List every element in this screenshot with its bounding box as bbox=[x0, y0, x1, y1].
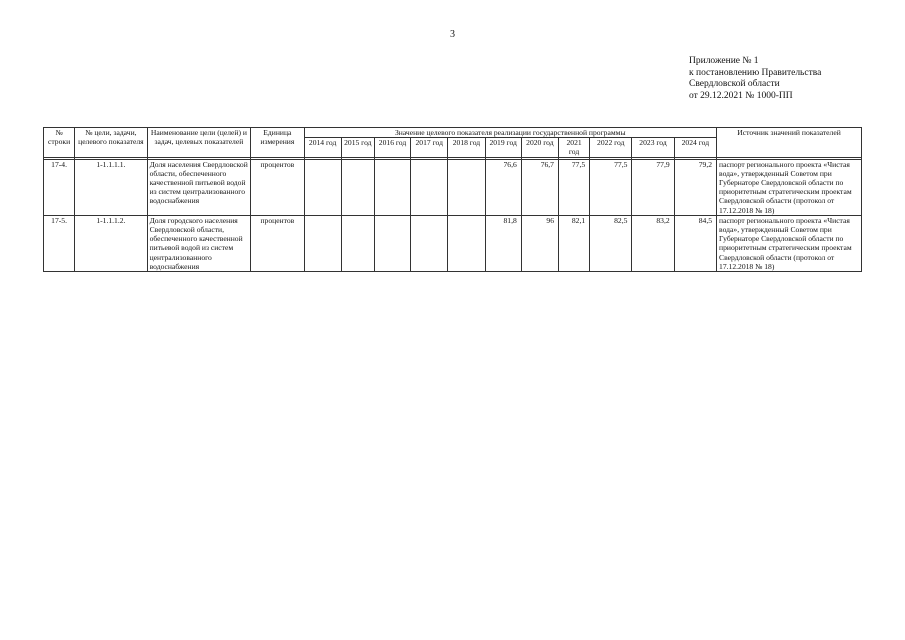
cell-value: 77,9 bbox=[632, 159, 674, 215]
appendix-line-2: к постановлению Правительства bbox=[689, 67, 822, 78]
appendix-line-3: Свердловской области bbox=[689, 79, 780, 89]
cell-value: 96 bbox=[521, 215, 558, 271]
cell-value: 83,2 bbox=[632, 215, 674, 271]
cell-source: паспорт регионального проекта «Чистая вода», утвержденный Советом при Губернаторе Свердловской области по приоритетным стратегическим проектам Свердловской области (протокол от 17.12.2018 № 18) bbox=[717, 159, 862, 215]
cell-value: 76,7 bbox=[521, 159, 558, 215]
cell-unit: процентов bbox=[251, 215, 304, 271]
header-year: 2020 год bbox=[521, 138, 558, 157]
table-row bbox=[44, 159, 862, 215]
header-year: 2024 год bbox=[674, 138, 716, 157]
cell-value: 76,6 bbox=[485, 159, 521, 215]
cell-value bbox=[304, 215, 341, 271]
header-year: 2022 год bbox=[590, 138, 632, 157]
header-year: 2023 год bbox=[632, 138, 674, 157]
header-year: 2021 год bbox=[558, 138, 589, 157]
cell-row-no: 17-5. bbox=[44, 215, 75, 271]
cell-value bbox=[374, 159, 410, 215]
cell-value bbox=[448, 159, 485, 215]
indicators-table bbox=[43, 127, 862, 272]
appendix-header bbox=[689, 56, 821, 102]
cell-value: 81,8 bbox=[485, 215, 521, 271]
cell-value: 84,5 bbox=[674, 215, 716, 271]
cell-value: 82,1 bbox=[558, 215, 589, 271]
cell-unit: процентов bbox=[251, 159, 304, 215]
cell-row-no: 17-4. bbox=[44, 159, 75, 215]
header-name: Наименование цели (целей) и задач, целевых показателей bbox=[147, 128, 251, 158]
cell-value: 82,5 bbox=[590, 215, 632, 271]
cell-value bbox=[341, 159, 374, 215]
table-row bbox=[44, 215, 862, 271]
header-year: 2015 год bbox=[341, 138, 374, 157]
cell-goal-no: 1-1.1.1.2. bbox=[75, 215, 147, 271]
cell-goal-no: 1-1.1.1.1. bbox=[75, 159, 147, 215]
cell-value bbox=[304, 159, 341, 215]
cell-value bbox=[411, 215, 448, 271]
cell-value bbox=[341, 215, 374, 271]
cell-value bbox=[411, 159, 448, 215]
cell-value: 77,5 bbox=[558, 159, 589, 215]
cell-value: 77,5 bbox=[590, 159, 632, 215]
header-year: 2018 год bbox=[448, 138, 485, 157]
cell-source: паспорт регионального проекта «Чистая вода», утвержденный Советом при Губернаторе Свердловской области по приоритетным стратегическим проектам Свердловской области (протокол от 17.12.2018 № 18) bbox=[717, 215, 862, 271]
header-values-group: Значение целевого показателя реализации государственной программы bbox=[304, 128, 717, 138]
header-unit: Единица измерения bbox=[251, 128, 304, 158]
cell-name: Доля городского населения Свердловской области, обеспеченного качественной питьевой водой из систем централизованного водоснабжения bbox=[147, 215, 251, 271]
header-source: Источник значений показателей bbox=[717, 128, 862, 158]
page-number: 3 bbox=[450, 29, 455, 40]
appendix-line-1: Приложение № 1 bbox=[689, 56, 759, 66]
header-goal-no: № цели, задачи, целевого показателя bbox=[75, 128, 147, 158]
header-year: 2019 год bbox=[485, 138, 521, 157]
header-year: 2014 год bbox=[304, 138, 341, 157]
cell-value: 79,2 bbox=[674, 159, 716, 215]
header-year: 2017 год bbox=[411, 138, 448, 157]
cell-value bbox=[374, 215, 410, 271]
header-year: 2016 год bbox=[374, 138, 410, 157]
cell-value bbox=[448, 215, 485, 271]
cell-name: Доля населения Свердловской области, обеспеченного качественной питьевой водой из систем централизованного водоснабжения bbox=[147, 159, 251, 215]
header-row-no: № строки bbox=[44, 128, 75, 158]
appendix-line-4: от 29.12.2021 № 1000-ПП bbox=[689, 90, 793, 101]
